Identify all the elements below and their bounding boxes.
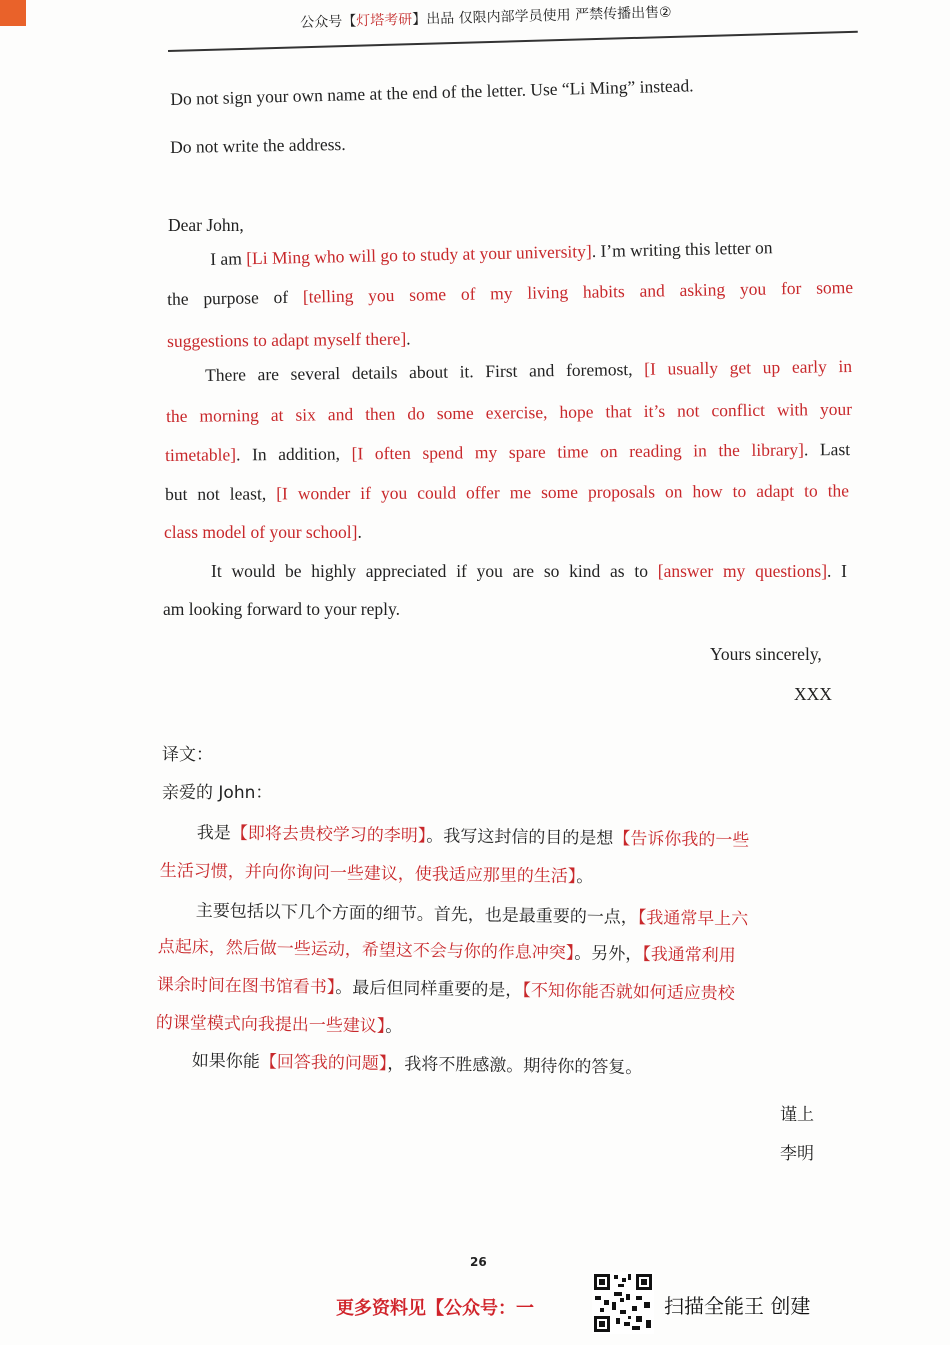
translation-closing: 谨上 [780, 1105, 814, 1125]
letter-p3-line2: am looking forward to your reply. [163, 599, 401, 619]
qr-code-icon [592, 1272, 654, 1334]
blank-answer: 课余时间在图书馆看书】 [156, 974, 336, 998]
header-rule [168, 31, 858, 52]
blank-answer: 点起床，然后做一些运动，希望这不会与你的作息冲突】 [157, 936, 575, 964]
blank-answer: 【我通常早上六 [637, 907, 749, 930]
blank-answer: [I wonder if you could offer me some proposals on how to adapt to the [276, 480, 850, 504]
corner-tab-mark [0, 0, 26, 26]
page-number: 26 [470, 1255, 487, 1269]
blank-answer: the morning at six and then do some exercise, hope that it’s not conflict with your [166, 398, 853, 426]
page-header: 公众号【灯塔考研】出品 仅限内部学员使用 严禁传播出售② [300, 4, 672, 31]
translation-p2-line2: 点起床，然后做一些运动，希望这不会与你的作息冲突】。另外，【我通常利用 [157, 936, 736, 967]
instruction-line-1: Do not sign your own name at the end of the letter. Use “Li Ming” instead. [170, 75, 694, 109]
blank-answer: 【即将去贵校学习的李明】 [230, 823, 427, 847]
letter-p2-line1: There are several details about it. First and foremost, [I usually get up early in [205, 355, 853, 385]
letter-p2-line3: timetable]. In addition, [I often spend my spare time on reading in the library]. Last [165, 439, 851, 465]
translation-salutation: 亲爱的 John： [162, 783, 273, 803]
letter-salutation: Dear John, [168, 215, 244, 235]
translation-p1-line1: 我是【即将去贵校学习的李明】。我写这封信的目的是想【告诉你我的一些 [196, 822, 750, 851]
letter-closing: Yours sincerely, [710, 644, 822, 664]
header-brand: 灯塔考研 [356, 11, 413, 30]
translation-signature: 李明 [780, 1144, 814, 1164]
blank-answer: [I often spend my spare time on reading in the library] [351, 439, 805, 464]
letter-p1-line2: the purpose of [telling you some of my living habits and asking you for some [167, 277, 854, 309]
blank-answer: 的课堂模式向我提出一些建议】 [155, 1012, 386, 1037]
blank-answer: [Li Ming who will go to study at your university] [245, 241, 592, 269]
translation-p2-line3: 课余时间在图书馆看书】。最后但同样重要的是，【不知你能否就如何适应贵校 [156, 974, 735, 1005]
letter-p3-line1: It would be highly appreciated if you are so kind as to [answer my questions]. I [211, 561, 848, 581]
blank-answer: class model of your school] [164, 522, 358, 542]
blank-answer: 【我通常利用 [642, 944, 736, 967]
blank-answer: [I usually get up early in [644, 355, 853, 379]
blank-answer: 【告诉你我的一些 [613, 828, 750, 851]
translation-label: 译文： [162, 745, 213, 765]
translation-p2-line1: 主要包括以下几个方面的细节。首先，也是最重要的一点，【我通常早上六 [195, 900, 749, 930]
blank-answer: 生活习惯，并向你询问一些建议，使我适应那里的生活】 [159, 860, 577, 887]
blank-answer: 【回答我的问题】 [259, 1052, 388, 1075]
letter-signature: XXX [794, 684, 832, 704]
instruction-line-2: Do not write the address. [170, 133, 346, 157]
letter-p2-line2 [166, 398, 852, 427]
translation-p3-line1: 如果你能【回答我的问题】，我将不胜感激。期待你的答复。 [191, 1050, 643, 1079]
letter-p1-line3: suggestions to adapt myself there]. [167, 328, 411, 351]
blank-answer: timetable] [165, 444, 237, 465]
blank-answer: 【不知你能否就如何适应贵校 [522, 980, 735, 1005]
blank-answer: [telling you some of my living habits and asking you for some [302, 277, 854, 307]
translation-p1-line2: 生活习惯，并向你询问一些建议，使我适应那里的生活】。 [159, 860, 594, 888]
footer-scanner-credit: 扫描全能王 创建 [664, 1294, 811, 1318]
letter-p1-line1: I am [Li Ming who will go to study at your university]. I’m writing this letter on [210, 237, 773, 269]
blank-answer: suggestions to adapt myself there] [167, 328, 407, 351]
translation-p2-line4: 的课堂模式向我提出一些建议】。 [155, 1012, 403, 1037]
letter-p2-line4: but not least, [I wonder if you could offer me some proposals on how to adapt to the [165, 480, 850, 504]
blank-answer: [answer my questions] [657, 561, 828, 581]
footer-promo-text: 更多资料见【公众号：一 [336, 1298, 534, 1319]
letter-p2-line5: class model of your school]. [164, 522, 362, 542]
